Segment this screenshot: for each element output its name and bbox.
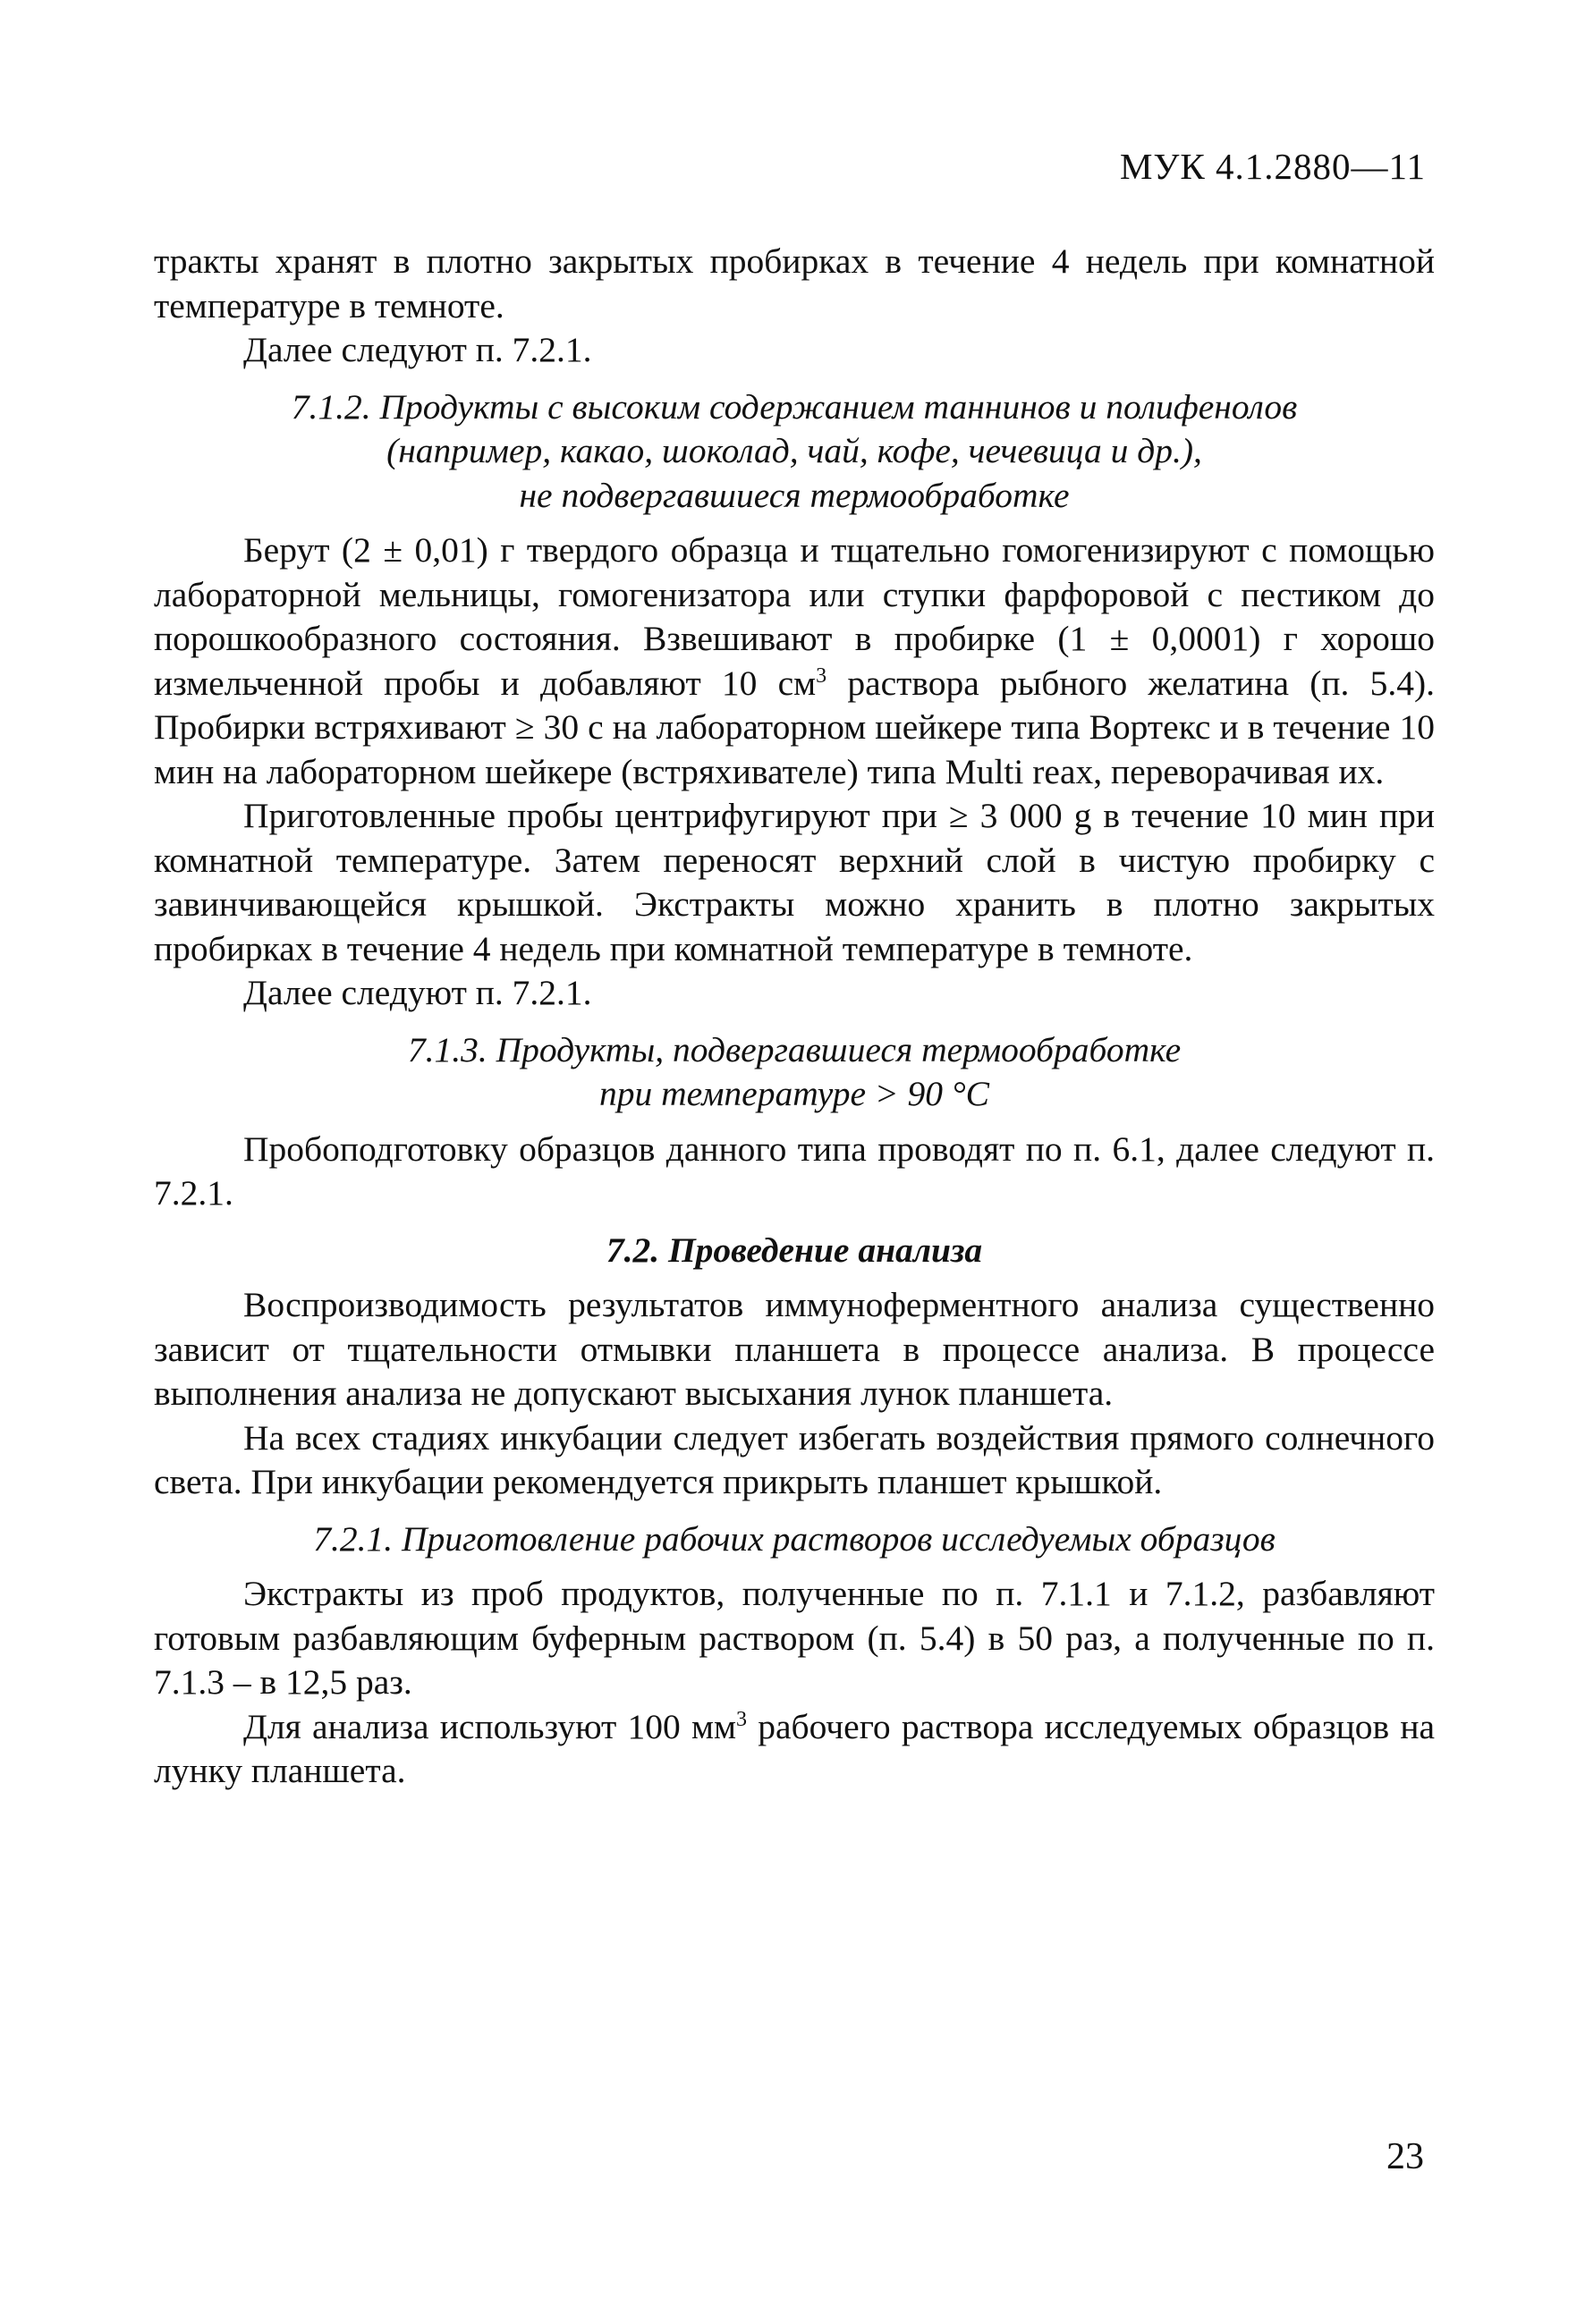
section-heading-7-1-2 bbox=[154, 385, 1435, 519]
document-code-header: МУК 4.1.2880—11 bbox=[1119, 146, 1426, 187]
heading-line: 7.1.2. Продукты с высоким содержанием таннинов и полифенолов bbox=[291, 386, 1298, 427]
paragraph-continuation: тракты хранят в плотно закрытых пробирках в течение 4 недель при комнатной температуре в темноте. bbox=[154, 241, 1435, 325]
paragraph-dilution: Экстракты из проб продуктов, полученные по п. 7.1.1 и 7.1.2, разбавляют готовым разбавляющим буферным раствором (п. 5.4) в 50 раз, а полученные по п. 7.1.3 – в 12,5 раз. bbox=[154, 1574, 1435, 1702]
heading-line: (например, какао, шоколад, чай, кофе, чечевица и др.), bbox=[386, 431, 1202, 470]
section-heading-7-2: 7.2. Проведение анализа bbox=[606, 1230, 983, 1270]
text-run: раствора рыбного желатина (п. 5.4). Пробирки встряхивают ≥ 30 с на лабораторном шейкере типа Вортекс и в течение 10 мин на лабораторном шейкере (встряхивателе) типа Multi reax, переворачивая их. bbox=[154, 663, 1435, 791]
paragraph-sample-preparation bbox=[154, 528, 1435, 794]
heading-line: не подвергавшиеся термообработке bbox=[519, 475, 1070, 515]
paragraph-incubation: На всех стадиях инкубации следует избегать воздействия прямого солнечного света. При инкубации рекомендуется прикрыть планшет крышкой. bbox=[154, 1417, 1435, 1501]
text-run: Берут (2 ± 0,01) г твердого образца и тщательно гомогенизируют с помощью лабораторной мельницы, гомогенизатора или ступки фарфоровой с пестиком до порошкообразного состояния. Взвешивают в пробирке (1 ± 0,0001) г хорошо измельченной пробы и добавляют 10 см bbox=[154, 530, 1435, 703]
paragraph-volume bbox=[154, 1705, 1435, 1794]
superscript: 3 bbox=[735, 1707, 747, 1731]
paragraph-centrifugation: Приготовленные пробы центрифугируют при ≥ 3 000 g в течение 10 мин при комнатной температуре. Затем переносят верхний слой в чистую пробирку с завинчивающейся крышкой. Экстракты можно хранить в плотно закрытых пробирках в течение 4 недель при комнатной температуре в темноте. bbox=[154, 796, 1435, 968]
superscript: 3 bbox=[816, 663, 827, 688]
section-heading-7-1-3 bbox=[154, 1028, 1435, 1117]
heading-line: 7.1.3. Продукты, подвергавшиеся термообработке bbox=[407, 1029, 1182, 1069]
page-number: 23 bbox=[1386, 2136, 1424, 2177]
paragraph-next-step: Далее следуют п. 7.2.1. bbox=[243, 973, 592, 1012]
paragraph-next-step: Далее следуют п. 7.2.1. bbox=[243, 330, 592, 369]
page-content bbox=[154, 240, 1435, 1794]
text-run: рабочего раствора исследуемых образцов на лунку планшета. bbox=[154, 1706, 1435, 1790]
paragraph-reproducibility: Воспроизводимость результатов иммуноферментного анализа существенно зависит от тщательности отмывки планшета в процессе анализа. В процессе выполнения анализа не допускают высыхания лунок планшета. bbox=[154, 1285, 1435, 1413]
heading-line: при температуре > 90 °С bbox=[599, 1074, 989, 1113]
text-run: Для анализа используют 100 мм bbox=[243, 1706, 736, 1746]
paragraph-sample-prep-heat-treated: Пробоподготовку образцов данного типа проводят по п. 6.1, далее следуют п. 7.2.1. bbox=[154, 1128, 1435, 1213]
section-heading-7-2-1: 7.2.1. Приготовление рабочих растворов исследуемых образцов bbox=[313, 1518, 1276, 1559]
